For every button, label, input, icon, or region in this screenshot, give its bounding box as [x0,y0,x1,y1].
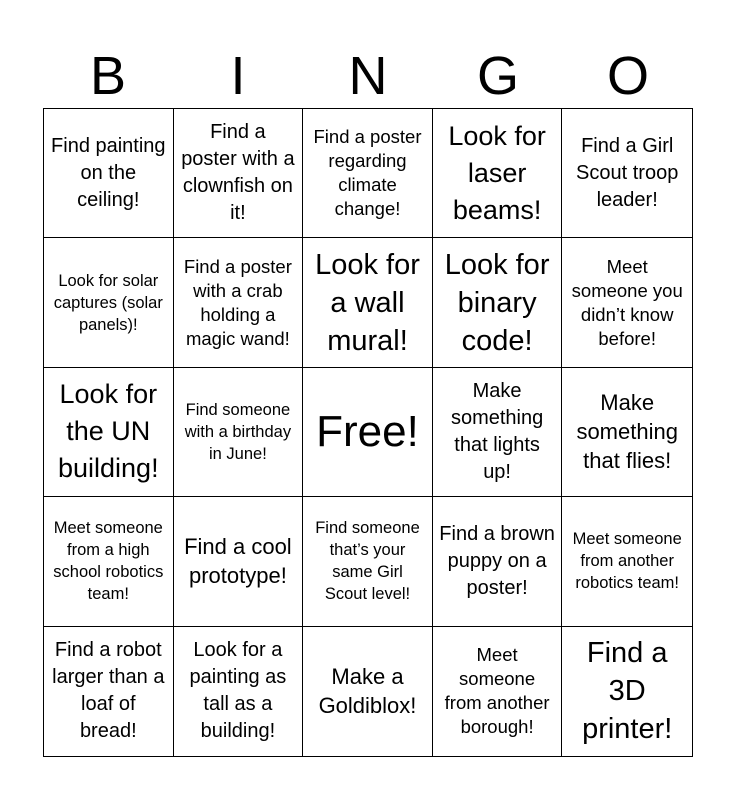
title-letter-i: I [230,46,246,106]
bingo-title [43,44,693,108]
bingo-cell-2-3[interactable]: Look for a wall mural! [303,238,433,367]
bingo-cell-1-2[interactable]: Find a poster with a clownfish on it! [174,109,304,238]
bingo-cell-3-5[interactable]: Make something that flies! [562,368,692,497]
bingo-cell-3-4[interactable]: Make something that lights up! [433,368,563,497]
bingo-cell-4-1[interactable]: Meet someone from a high school robotics team! [44,497,174,626]
bingo-cell-5-4[interactable]: Meet someone from another borough! [433,627,563,756]
bingo-cell-1-5[interactable]: Find a Girl Scout troop leader! [562,109,692,238]
bingo-cell-5-2[interactable]: Look for a painting as tall as a building! [174,627,304,756]
bingo-cell-3-1[interactable]: Look for the UN building! [44,368,174,497]
bingo-board [43,108,693,757]
bingo-cell-4-2[interactable]: Find a cool prototype! [174,497,304,626]
bingo-cell-2-2[interactable]: Find a poster with a crab holding a magic wand! [174,238,304,367]
bingo-cell-1-3[interactable]: Find a poster regarding climate change! [303,109,433,238]
bingo-cell-5-3[interactable]: Make a Goldiblox! [303,627,433,756]
bingo-cell-2-4[interactable]: Look for binary code! [433,238,563,367]
bingo-cell-2-5[interactable]: Meet someone you didn’t know before! [562,238,692,367]
bingo-cell-4-3[interactable]: Find someone that’s your same Girl Scout level! [303,497,433,626]
bingo-cell-5-1[interactable]: Find a robot larger than a loaf of bread! [44,627,174,756]
title-letter-o: O [606,46,649,106]
bingo-cell-2-1[interactable]: Look for solar captures (solar panels)! [44,238,174,367]
bingo-cell-5-5[interactable]: Find a 3D printer! [582,637,673,746]
bingo-cell-3-2[interactable]: Find someone with a birthday in June! [174,368,304,497]
bingo-cell-4-5[interactable]: Meet someone from another robotics team! [562,497,692,626]
bingo-cell-1-1[interactable]: Find painting on the ceiling! [44,109,174,238]
title-letter-g: G [476,46,519,106]
bingo-cell-1-4[interactable]: Look for laser beams! [433,109,563,238]
title-letter-b: B [89,46,127,106]
bingo-cell-4-4[interactable]: Find a brown puppy on a poster! [433,497,563,626]
bingo-cell-free[interactable]: Free! [303,368,433,497]
title-letter-n: N [348,46,388,106]
